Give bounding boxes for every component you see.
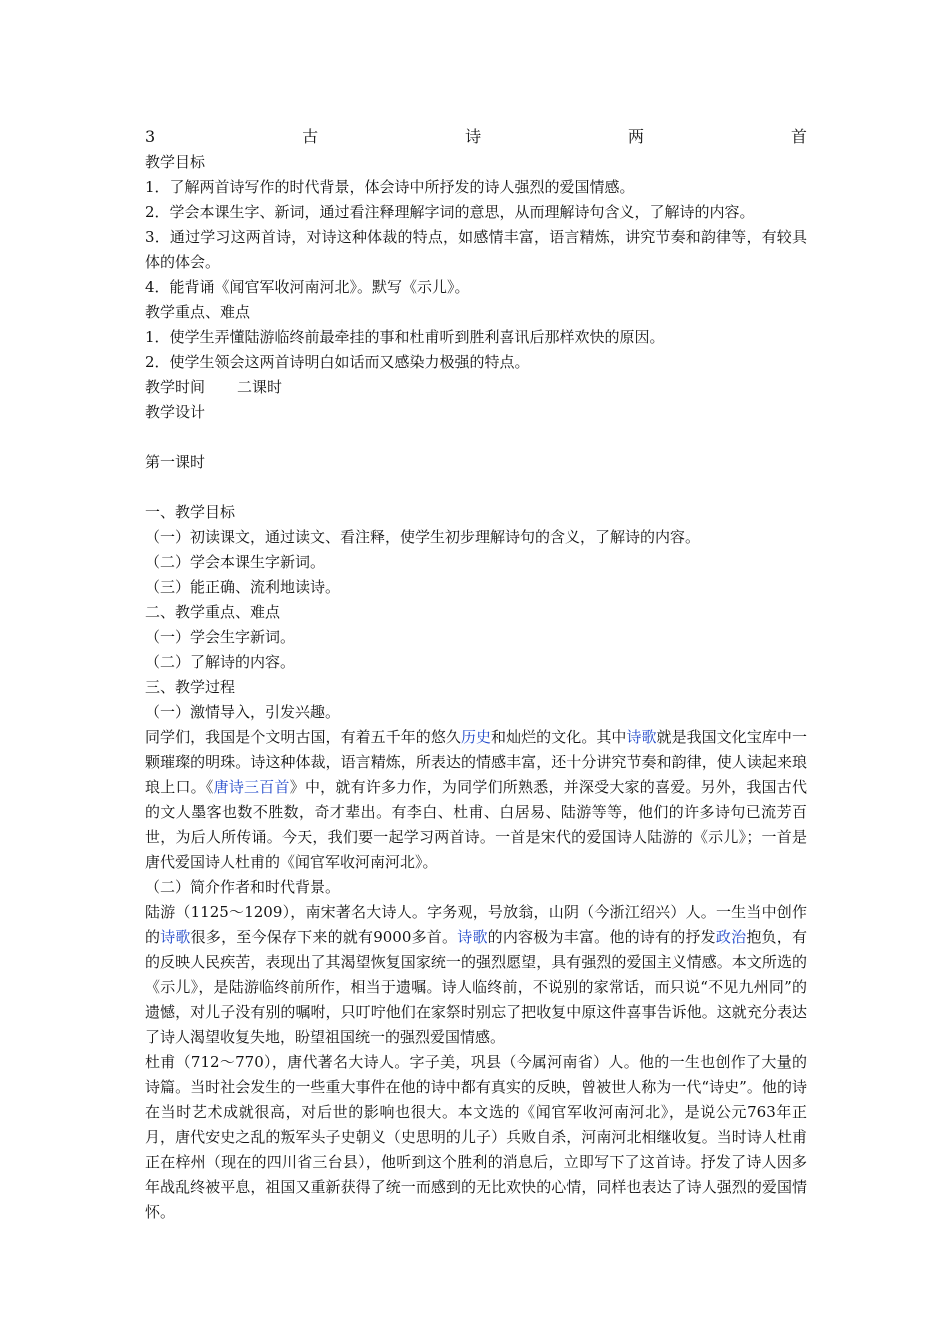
- teaching-time-value: 二课时: [237, 378, 283, 396]
- goal-item: 1．了解两首诗写作的时代背景，体会诗中所抒发的诗人强烈的爱国情感。: [145, 178, 635, 196]
- section-item: （三）能正确、流利地读诗。: [145, 578, 341, 596]
- teaching-time: [145, 375, 807, 400]
- teaching-time-label: 教学时间: [145, 378, 206, 396]
- process-heading: （二）简介作者和时代背景。: [145, 878, 341, 896]
- page-title: [145, 124, 807, 150]
- intro-paragraph: 同学们，我国是个文明古国，有着五千年的悠久历史和灿烂的文化。其中诗歌就是我国文化宝库中一颗璀璨的明珠。诗这种体裁，语言精炼，所表达的情感丰富，还十分讲究节奏和韵律，使人读起来琅琅上口。《唐诗三百首》中，就有许多力作，为同学们所熟悉，并深受大家的喜爱。另外，我国古代的文人墨客也数不胜数，奇才辈出。有李白、杜甫、白居易、陆游等等，他们的许多诗句已流芳百世，为后人所传诵。今天，我们要一起学习两首诗。一首是宋代的爱国诗人陆游的《示儿》；一首是唐代爱国诗人杜甫的《闻官军收河南河北》。: [145, 728, 807, 871]
- section-item: （二）了解诗的内容。: [145, 653, 296, 671]
- goal-item: 4．能背诵《闻官军收河南河北》。默写《示儿》。: [145, 278, 470, 296]
- section-heading: 二、教学重点、难点: [145, 603, 281, 621]
- section-item: （一）学会生字新词。: [145, 628, 296, 646]
- goal-item: 2．学会本课生字、新词，通过看注释理解字词的意思，从而理解诗句含义，了解诗的内容。: [145, 203, 755, 221]
- process-heading: （一）激情导入，引发兴趣。: [145, 703, 341, 721]
- title-char: 首: [790, 127, 807, 146]
- focus-item: 2．使学生领会这两首诗明白如话而又感染力极强的特点。: [145, 353, 530, 371]
- title-char: 古: [302, 127, 319, 146]
- design-label: 教学设计: [145, 403, 206, 421]
- politics-link[interactable]: 政治: [715, 928, 747, 946]
- tang-poems-link[interactable]: 唐诗三百首: [213, 778, 290, 796]
- focus-heading: 教学重点、难点: [145, 303, 251, 321]
- section-heading: 一、教学目标: [145, 503, 236, 521]
- du-fu-paragraph: 杜甫（712～770），唐代著名大诗人。字子美，巩县（今属河南省）人。他的一生也创作了大量的诗篇。当时社会发生的一些重大事件在他的诗中都有真实的反映，曾被世人称为一代“诗史”。他的诗在当时艺术成就很高，对后世的影响也很大。本文选的《闻官军收河南河北》，是说公元763年正月，唐代安史之乱的叛军头子史朝义（史思明的儿子）兵败自杀，河南河北相继收复。当时诗人杜甫正在梓州（现在的四川省三台县），他听到这个胜利的消息后，立即写下了这首诗。抒发了诗人因多年战乱终被平息，祖国又重新获得了统一而感到的无比欢快的心情，同样也表达了诗人强烈的爱国情怀。: [145, 1053, 807, 1221]
- lesson-heading: 第一课时: [145, 453, 206, 471]
- goal-item: 3．通过学习这两首诗，对诗这种体裁的特点，如感情丰富，语言精炼，讲究节奏和韵律等，有较具体的体会。: [145, 228, 807, 271]
- title-char: 两: [628, 127, 645, 146]
- title-char: 诗: [465, 127, 482, 146]
- poetry-link[interactable]: 诗歌: [626, 728, 657, 746]
- lu-you-paragraph: 陆游（1125～1209），南宋著名大诗人。字务观，号放翁，山阴（今浙江绍兴）人。一生当中创作的诗歌很多，至今保存下来的就有9000多首。诗歌的内容极为丰富。他的诗有的抒发政治抱负，有的反映人民疾苦，表现出了其渴望恢复国家统一的强烈愿望，具有强烈的爱国主义情感。本文所选的《示儿》，是陆游临终前所作，相当于遗嘱。诗人临终前，不说别的家常话，而只说“不见九州同”的遗憾，对儿子没有别的嘱咐，只叮咛他们在家祭时别忘了把收复中原这件喜事告诉他。这就充分表达了诗人渴望收复失地，盼望祖国统一的强烈爱国情感。: [145, 903, 807, 1046]
- section-heading: 三、教学过程: [145, 678, 236, 696]
- title-char: 3: [145, 127, 156, 146]
- history-link[interactable]: 历史: [460, 728, 492, 746]
- focus-item: 1．使学生弄懂陆游临终前最牵挂的事和杜甫听到胜利喜讯后那样欢快的原因。: [145, 328, 665, 346]
- section-item: （一）初读课文，通过读文、看注释，使学生初步理解诗句的含义，了解诗的内容。: [145, 528, 701, 546]
- document-page: [145, 124, 807, 1225]
- section-item: （二）学会本课生字新词。: [145, 553, 326, 571]
- goals-heading: 教学目标: [145, 153, 206, 171]
- poetry-link[interactable]: 诗歌: [457, 928, 488, 946]
- poetry-link[interactable]: 诗歌: [160, 928, 191, 946]
